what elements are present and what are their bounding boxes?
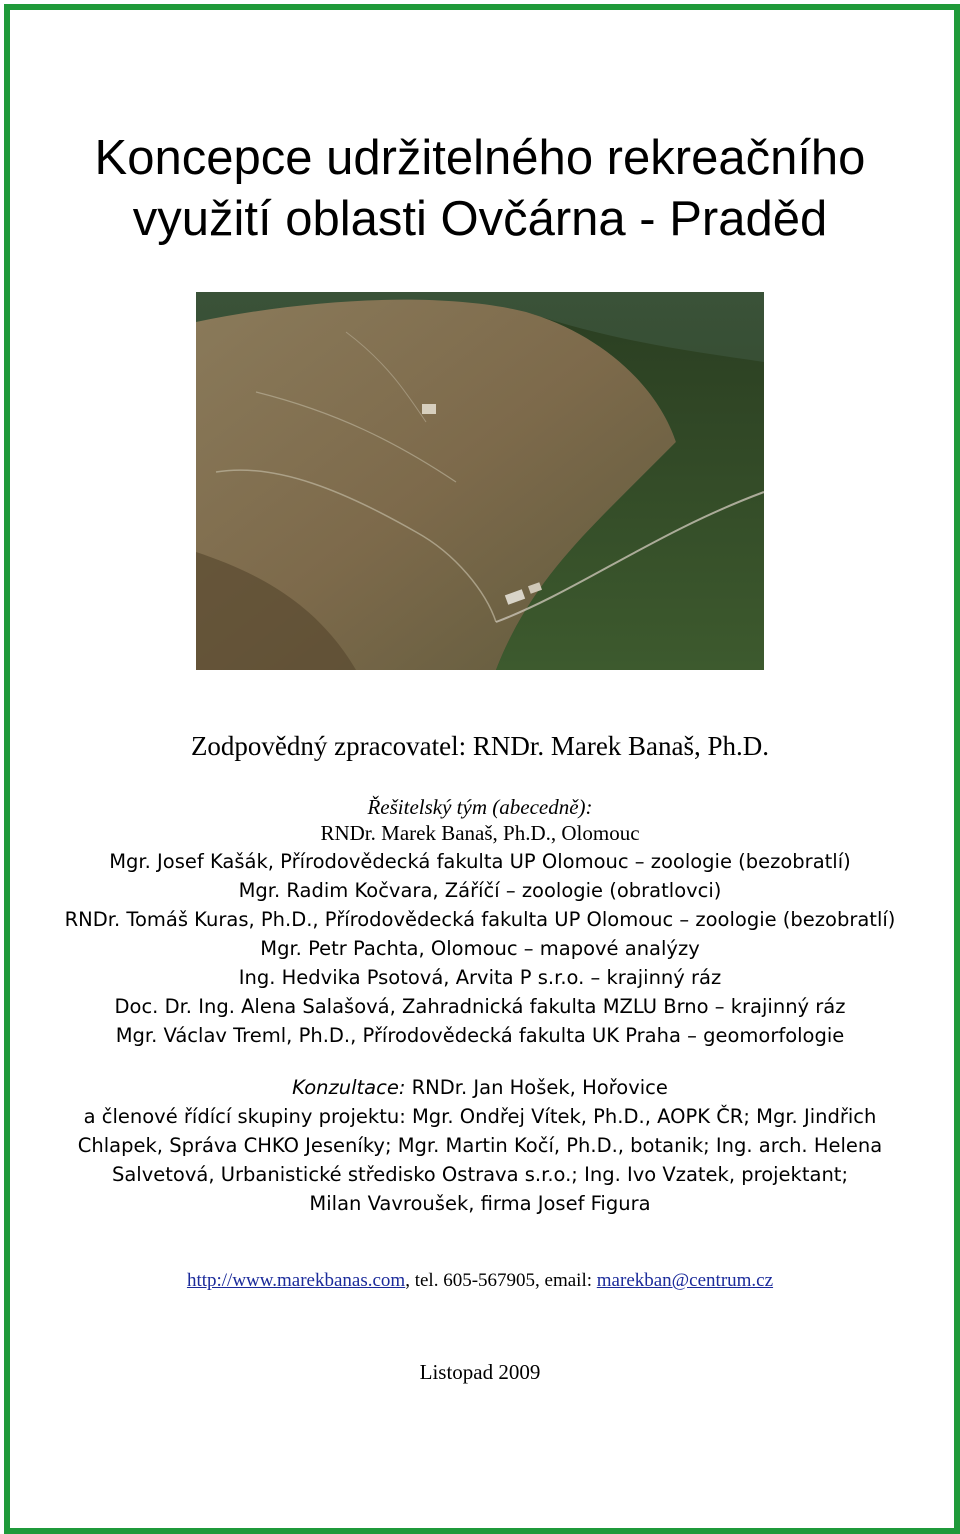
consultation-label: Konzultace: (292, 1076, 406, 1099)
website-link[interactable]: http://www.marekbanas.com (186, 1270, 406, 1291)
document-date: Listopad 2009 (419, 1360, 541, 1384)
team-member: RNDr. Tomáš Kuras, Ph.D., Přírodovědecká fakulta UP Olomouc – zoologie (bezobratlí) (64, 908, 896, 931)
team-member: Mgr. Václav Treml, Ph.D., Přírodovědecká fakulta UK Praha – geomorfologie (115, 1024, 845, 1047)
consultation-line: Salvetová, Urbanistické středisko Ostrava s.r.o.; Ing. Ivo Vzatek, projektant; (111, 1163, 849, 1186)
consultation-line: Milan Vavroušek, firma Josef Figura (309, 1192, 651, 1215)
team-heading: Řešitelský tým (abecedně): (367, 795, 593, 819)
team-member-banas: RNDr. Marek Banaš, Ph.D., Olomouc (320, 821, 640, 845)
responsible-author: Zodpovědný zpracovatel: RNDr. Marek Banaš, Ph.D. (190, 731, 770, 761)
consultation-block (0, 1073, 960, 1218)
title-line-2: využití oblasti Ovčárna - Praděd (132, 192, 828, 246)
team-list (0, 847, 960, 1050)
consultation-first-line (0, 1073, 960, 1102)
email-link[interactable]: marekban@centrum.cz (596, 1270, 774, 1291)
team-member: Doc. Dr. Ing. Alena Salašová, Zahradnická fakulta MZLU Brno – krajinný ráz (114, 995, 846, 1018)
phone-text: , tel. 605-567905, email: (405, 1270, 597, 1291)
document-title (0, 128, 960, 250)
contact-line (0, 1268, 960, 1294)
team-member: Mgr. Radim Kočvara, Záříčí – zoologie (obratlovci) (238, 879, 722, 902)
team-member: Mgr. Josef Kašák, Přírodovědecká fakulta UP Olomouc – zoologie (bezobratlí) (109, 850, 851, 873)
consultation-line: a členové řídící skupiny projektu: Mgr. Ondřej Vítek, Ph.D., AOPK ČR; Mgr. Jindřich (83, 1105, 877, 1128)
aerial-photo (196, 292, 764, 670)
consultation-first: RNDr. Jan Hošek, Hořovice (405, 1076, 668, 1099)
team-member: Ing. Hedvika Psotová, Arvita P s.r.o. – krajinný ráz (238, 966, 722, 989)
team-member: Mgr. Petr Pachta, Olomouc – mapové analýzy (260, 937, 700, 960)
title-line-1: Koncepce udržitelného rekreačního (94, 131, 866, 185)
consultation-line: Chlapek, Správa CHKO Jeseníky; Mgr. Martin Kočí, Ph.D., botanik; Ing. arch. Helena (77, 1134, 883, 1157)
